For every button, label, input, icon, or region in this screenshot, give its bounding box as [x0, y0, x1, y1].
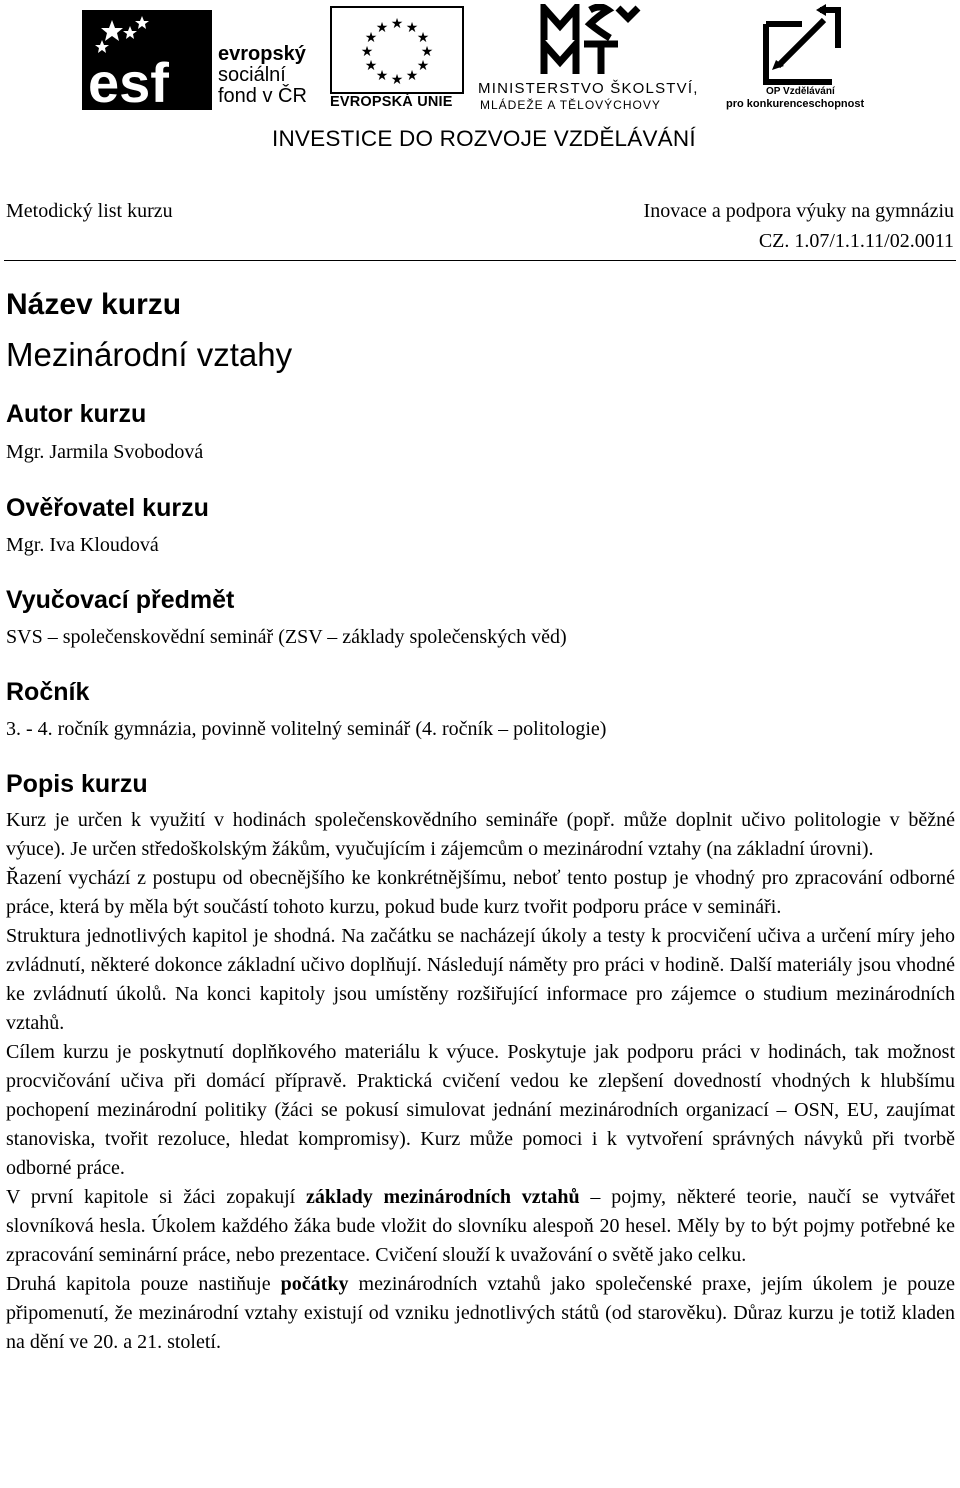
- project-name: Inovace a podpora výuky na gymnáziu: [643, 200, 954, 222]
- esf-text-line-1: evropský: [218, 43, 306, 65]
- description-heading: Popis kurzu: [6, 770, 148, 798]
- grade-value: 3. - 4. ročník gymnázia, povinně volitelný seminář (4. ročník – politologie): [6, 718, 607, 740]
- svg-text:★: ★: [360, 44, 374, 60]
- svg-text:★: ★: [416, 58, 430, 74]
- description-paragraph-1: Kurz je určen k využití v hodinách společenskovědního semináře (popř. může doplnit učivo politologie v běžné výuce). Je určen středoškolským žákům, vyučujícím i zájemcům o mezinárodní vztahy (na základní úrovni).: [6, 809, 955, 860]
- description-paragraph-2: Řazení vychází z postupu od obecnějšího ke konkrétnějšímu, neboť tento postup je vhodný pro zpracování odborné práce, která by měla být součástí tohoto kurzu, pokud bude kurz tvořit podporu práce v semináři.: [6, 867, 955, 918]
- author-value: Mgr. Jarmila Svobodová: [6, 441, 204, 463]
- p5-text-a: V první kapitole si žáci zopakují: [6, 1186, 307, 1208]
- op-vk-text-1: OP Vzdělávání: [766, 86, 835, 97]
- esf-logo-mark: [82, 10, 212, 110]
- svg-text:★: ★: [390, 72, 404, 88]
- p5-text-b: – pojmy, některé teorie, naučí se vytvářet slovníková hesla. Úkolem každého žáka bude vložit do slovníku alespoň 20 hesel. Měly by to být pojmy potřebné ke zpracování seminární práce, nebo prezentace. Cvičení slouží k uvažování o světě jako celku.: [6, 1186, 956, 1266]
- eu-flag-icon: [330, 6, 464, 94]
- esf-logo-text: [218, 44, 307, 107]
- course-name-heading: Název kurzu: [6, 288, 182, 321]
- msmt-text-1: MINISTERSTVO ŠKOLSTVÍ,: [478, 80, 699, 97]
- header-divider: [4, 260, 956, 261]
- description-paragraph-6: [6, 1270, 955, 1357]
- subject-value: SVS – společenskovědní seminář (ZSV – základy společenských věd): [6, 626, 567, 648]
- investice-banner: INVESTICE DO ROZVOJE VZDĚLÁVÁNÍ: [272, 126, 696, 151]
- eu-logo-text: EVROPSKÁ UNIE: [330, 94, 453, 110]
- verifier-value: Mgr. Iva Kloudová: [6, 534, 159, 556]
- svg-text:★: ★: [405, 20, 419, 36]
- eu-logo: [330, 6, 466, 110]
- op-vk-mark-graphic: [762, 2, 858, 88]
- description-paragraph-4: Cílem kurzu je poskytnutí doplňkového materiálu k výuce. Poskytuje jak podporu práci v hodinách, tak možnost procvičování učiva při domácí přípravě. Praktická cvičení vedou ke zlepšení dovedností vhodných k hlubšímu pochopení mezinárodní politiky (žáci se pokusí simulovat jednání mezinárodních organizací – OSN, EU, zaujímat stanoviska, tvořit rezoluce, hledat kompromisy). Kurz může pomoci i k vytvoření správných návyků při tvorbě odborné práce.: [6, 1041, 955, 1179]
- op-vk-logo: [726, 2, 886, 112]
- logo-strip: [0, 0, 960, 160]
- msmt-mark-graphic: [538, 4, 658, 76]
- project-code: CZ. 1.07/1.1.11/02.0011: [758, 230, 954, 252]
- svg-text:★: ★: [420, 44, 434, 60]
- grade-heading: Ročník: [6, 678, 90, 706]
- description-paragraph-3: Struktura jednotlivých kapitol je shodná. Na začátku se nacházejí úkoly a testy k procvičení učiva a určení míry jeho zvládnutí, některé dokonce základní učivo doplňují. Následují náměty pro práci v hodině. Další materiály jsou vhodné ke zvládnutí úkolů. Na konci kapitoly jsou umístěny rozšiřující informace pro zájemce o studium mezinárodních vztahů.: [6, 925, 955, 1034]
- course-name: Mezinárodní vztahy: [6, 336, 293, 373]
- course-description: [6, 806, 955, 1357]
- document-type: Metodický list kurzu: [6, 200, 173, 222]
- op-vk-mark-icon: [762, 2, 858, 88]
- eu-stars-graphic: [332, 8, 462, 92]
- svg-text:★: ★: [416, 30, 430, 46]
- p5-emphasis: základy mezinárodních vztahů: [306, 1186, 580, 1208]
- esf-text-line-3: fond v ČR: [218, 85, 307, 107]
- msmt-mark-icon: [538, 4, 658, 76]
- p6-emphasis: počátky: [280, 1273, 349, 1295]
- msmt-text-2: MLÁDEŽE A TĚLOVÝCHOVY: [480, 98, 661, 112]
- verifier-heading: Ověřovatel kurzu: [6, 494, 209, 522]
- esf-mark-graphic: [82, 10, 212, 110]
- svg-text:★: ★: [375, 20, 389, 36]
- subject-heading: Vyučovací předmět: [6, 586, 235, 614]
- svg-text:★: ★: [405, 68, 419, 84]
- esf-text-line-2: sociální: [218, 64, 286, 86]
- svg-text:★: ★: [390, 16, 404, 32]
- msmt-logo: [478, 4, 718, 110]
- op-vk-text-2: pro konkurenceschopnost: [726, 98, 865, 110]
- p6-text-a: Druhá kapitola pouze nastiňuje: [6, 1273, 281, 1295]
- p6-text-b: mezinárodních vztahů jako společenské praxe, jejím úkolem je pouze připomenutí, že mezinárodní vztahy existují od vzniku jednotlivých států (od starověku). Důraz kurzu je totiž kladen na dění ve 20. a 21. století.: [6, 1273, 955, 1353]
- description-paragraph-5: [6, 1183, 955, 1270]
- author-heading: Autor kurzu: [6, 400, 147, 428]
- svg-text:★: ★: [375, 68, 389, 84]
- svg-text:★: ★: [364, 58, 378, 74]
- esf-mark-text: esf: [88, 51, 169, 110]
- svg-text:★: ★: [364, 30, 378, 46]
